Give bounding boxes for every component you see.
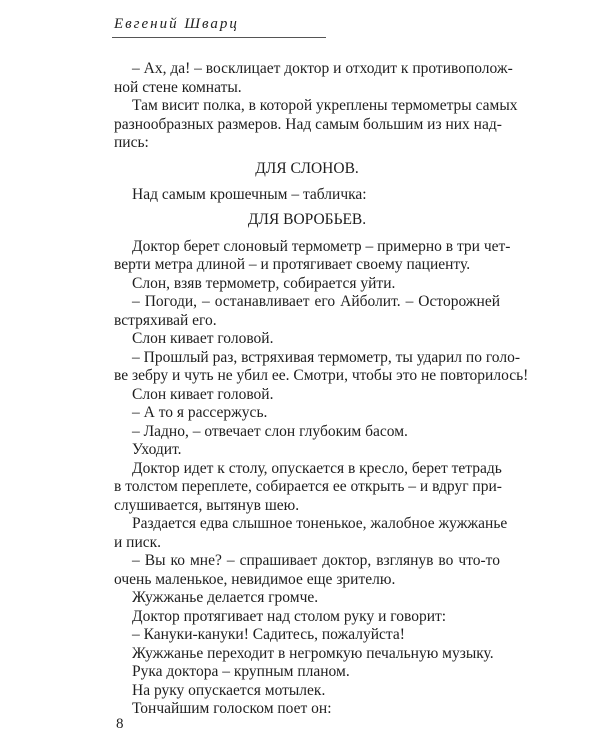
text-line: – Прошлый раз, встряхивая термометр, ты ударил по голо- (132, 348, 520, 366)
text-line: Жужжанье делается громче. (132, 589, 319, 607)
sign-heading: ДЛЯ ВОРОБЬЕВ. (247, 211, 367, 229)
sign-heading: ДЛЯ СЛОНОВ. (255, 160, 359, 178)
text-line: Уходит. (132, 441, 182, 459)
header-rule (112, 37, 326, 38)
text-line: Тончайшим голоском поет он: (132, 700, 332, 717)
text-line: Рука доктора – крупным планом. (132, 663, 350, 680)
text-line: Доктор протягивает над столом руку и говорит: (132, 607, 447, 625)
text-line: ной стене комнаты. (114, 78, 242, 96)
text-line: – А то я рассержусь. (132, 404, 268, 422)
text-line: Слон, взяв термометр, собирается уйти. (132, 274, 396, 292)
text-line: в толстом переплете, собирается ее открыть – и вдруг при- (114, 478, 502, 496)
running-header: Евгений Шварц (114, 16, 239, 32)
text-line: разнообразных размеров. Над самым большим из них над- (114, 115, 502, 133)
text-line: слушивается, вытянув шею. (114, 496, 300, 514)
text-line: и писк. (114, 533, 162, 551)
text-line: ве зебру и чуть не убил ее. Смотри, чтобы это не повторилось! (114, 367, 529, 385)
text-line: Жужжанье переходит в негромкую печальную музыку. (132, 644, 494, 662)
text-line: На руку опускается мотылек. (132, 681, 326, 699)
text-line: верти метра длиной – и протягивает своему пациенту. (114, 256, 471, 274)
text-line: Доктор берет слоновый термометр – примерно в три чет- (132, 237, 511, 255)
text-line: пись: (114, 133, 149, 151)
text-line: очень маленькое, невидимое еще зрителю. (114, 570, 396, 588)
page-number: 8 (116, 716, 124, 732)
text-line: Слон кивает головой. (132, 330, 274, 348)
text-line: Слон кивает головой. (132, 385, 274, 403)
text-line: Там висит полка, в которой укреплены термометры самых (132, 97, 518, 114)
text-line: – Вы ко мне? – спрашивает доктор, взглянув во что-то (132, 552, 500, 570)
text-line: – Ладно, – отвечает слон глубоким басом. (132, 422, 408, 440)
text-line: – Погоди, – останавливает его Айболит. – Осторожней (132, 293, 500, 311)
text-line: – Кануки-кануки! Садитесь, пожалуйста! (132, 626, 405, 644)
text-line: встряхивай его. (114, 311, 217, 329)
text-line: Раздается едва слышное тоненькое, жалобное жужжанье (132, 515, 508, 533)
text-line: Над самым крошечным – табличка: (132, 185, 367, 203)
text-line: Доктор идет к столу, опускается в кресло, берет тетрадь (132, 459, 502, 477)
text-line: – Ах, да! – восклицает доктор и отходит к противополож- (132, 60, 513, 77)
